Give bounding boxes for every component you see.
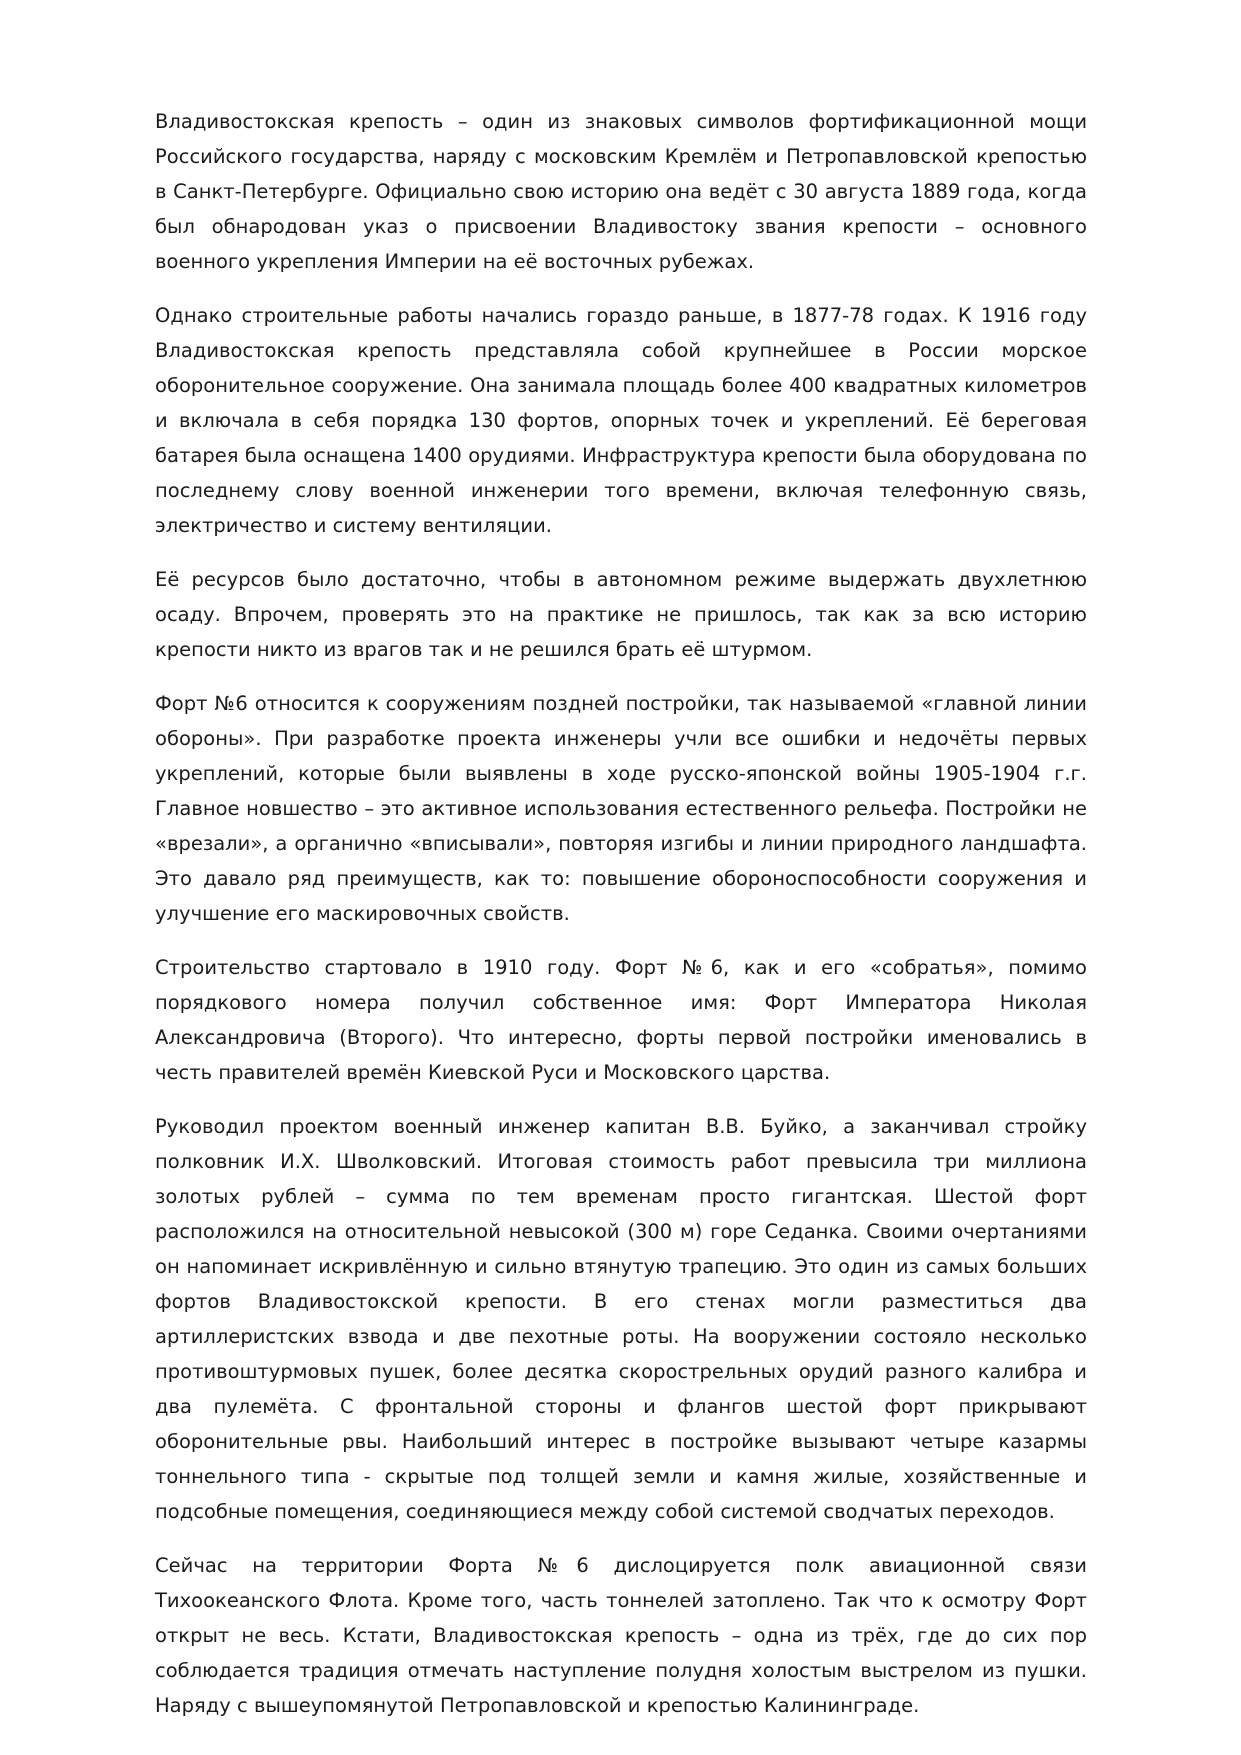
document-text-body	[155, 104, 1087, 1723]
paragraph-5: Строительство стартовало в 1910 году. Форт №6, как и его «собратья», помимо порядкового номера получил собственное имя: Форт Императора Николая Александровича (Второго). Что интересно, форты первой постройки именовались в честь правителей времён Киевской Руси и Московского царства.	[155, 956, 1087, 1084]
paragraph-2: Однако строительные работы начались гораздо раньше, в 1877-78 годах. К 1916 году Владивостокская крепость представляла собой крупнейшее в России морское оборонительное сооружение. Она занимала площадь более 400 квадратных километров и включала в себя порядка 130 фортов, опорных точек и укреплений. Её береговая батарея была оснащена 1400 орудиями. Инфраструктура крепости была оборудована по последнему слову военной инженерии того времени, включая телефонную связь, электричество и систему вентиляции.	[155, 304, 1087, 537]
paragraph-1: Владивостокская крепость – один из знаковых символов фортификационной мощи Российского государства, наряду с московским Кремлём и Петропавловской крепостью в Санкт-Петербурге. Официально свою историю она ведёт с 30 августа 1889 года, когда был обнародован указ о присвоении Владивостоку звания крепости – основного военного укрепления Империи на её восточных рубежах.	[155, 110, 1087, 273]
paragraph-4: Форт №6 относится к сооружениям поздней постройки, так называемой «главной линии обороны». При разработке проекта инженеры учли все ошибки и недочёты первых укреплений, которые были выявлены в ходе русско-японской войны 1905-1904 г.г. Главное новшество – это активное использования естественного рельефа. Постройки не «врезали», а органично «вписывали», повторяя изгибы и линии природного ландшафта. Это давало ряд преимуществ, как то: повышение обороноспособности сооружения и улучшение его маскировочных свойств.	[155, 692, 1087, 925]
paragraph-3: Её ресурсов было достаточно, чтобы в автономном режиме выдержать двухлетнюю осаду. Впрочем, проверять это на практике не пришлось, так как за всю историю крепости никто из врагов так и не решился брать её штурмом.	[155, 568, 1087, 661]
paragraph-7: Сейчас на территории Форта №6 дислоцируется полк авиационной связи Тихоокеанского Флота. Кроме того, часть тоннелей затоплено. Так что к осмотру Форт открыт не весь. Кстати, Владивостокская крепость – одна из трёх, где до сих пор соблюдается традиция отмечать наступление полудня холостым выстрелом из пушки. Наряду с вышеупомянутой Петропавловской и крепостью Калининграде.	[155, 1554, 1087, 1717]
paragraph-6: Руководил проектом военный инженер капитан В.В. Буйко, а заканчивал стройку полковник И.Х. Шволковский. Итоговая стоимость работ превысила три миллиона золотых рублей – сумма по тем временам просто гигантская. Шестой форт расположился на относительной невысокой (300 м) горе Седанка. Своими очертаниями он напоминает искривлённую и сильно втянутую трапецию. Это один из самых больших фортов Владивостокской крепости. В его стенах могли разместиться два артиллеристских взвода и две пехотные роты. На вооружении состояло несколько противоштурмовых пушек, более десятка скорострельных орудий разного калибра и два пулемёта. С фронтальной стороны и флангов шестой форт прикрывают оборонительные рвы. Наибольший интерес в постройке вызывают четыре казармы тоннельного типа - скрытые под толщей земли и камня жилые, хозяйственные и подсобные помещения, соединяющиеся между собой системой сводчатых переходов.	[155, 1115, 1087, 1523]
